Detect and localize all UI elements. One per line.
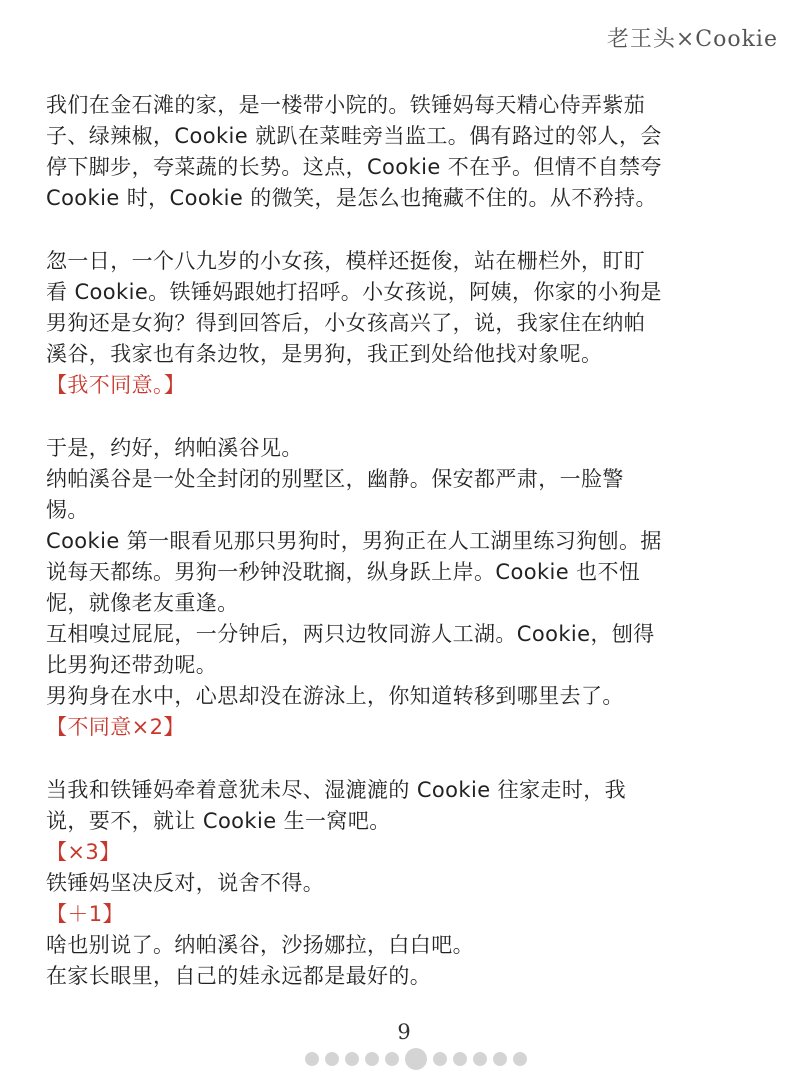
text-line: 比男狗还带劲呢。 bbox=[46, 653, 218, 677]
watermark-dots bbox=[305, 1048, 527, 1070]
watermark-dot bbox=[345, 1052, 359, 1066]
text-line: 怩，就像老友重逢。 bbox=[46, 591, 239, 615]
text-line: 溪谷，我家也有条边牧，是男狗，我正到处给他找对象呢。 bbox=[46, 342, 603, 366]
text-line: 男狗身在水中，心思却没在游泳上，你知道转移到哪里去了。 bbox=[46, 684, 624, 708]
watermark-dot bbox=[433, 1052, 447, 1066]
red-note: 【不同意×2】 bbox=[46, 715, 185, 739]
paragraph-gap bbox=[46, 743, 776, 775]
text-line: 惕。 bbox=[46, 498, 89, 522]
watermark-dot bbox=[305, 1052, 319, 1066]
watermark-dot bbox=[493, 1052, 507, 1066]
text-line: 说，要不，就让 Cookie 生一窝吧。 bbox=[46, 809, 391, 833]
watermark-dot bbox=[513, 1052, 527, 1066]
text-line: 在家长眼里，自己的娃永远都是最好的。 bbox=[46, 964, 432, 988]
watermark-dot bbox=[453, 1052, 467, 1066]
watermark-dot bbox=[365, 1052, 379, 1066]
text-line: 当我和铁锤妈牵着意犹未尽、湿漉漉的 Cookie 往家走时，我 bbox=[46, 778, 627, 802]
text-line: 互相嗅过屁屁，一分钟后，两只边牧同游人工湖。Cookie，刨得 bbox=[46, 622, 655, 646]
text-line: 纳帕溪谷是一处全封闭的别墅区，幽静。保安都严肃，一脸警 bbox=[46, 467, 624, 491]
paragraph-gap bbox=[46, 214, 776, 246]
red-note: 【＋1】 bbox=[46, 902, 124, 926]
page-header-title: 老王头×Cookie bbox=[606, 27, 778, 52]
article-body bbox=[46, 90, 776, 992]
text-line: 说每天都练。男狗一秒钟没耽搁，纵身跃上岸。Cookie 也不忸 bbox=[46, 560, 641, 584]
text-line: Cookie 时，Cookie 的微笑，是怎么也掩藏不住的。从不矜持。 bbox=[46, 186, 657, 210]
watermark-dot bbox=[385, 1052, 399, 1066]
text-line: 停下脚步，夸菜蔬的长势。这点，Cookie 不在乎。但情不自禁夸 bbox=[46, 155, 662, 179]
red-note: 【×3】 bbox=[46, 840, 121, 864]
text-line: 子、绿辣椒，Cookie 就趴在菜畦旁当监工。偶有路过的邻人，会 bbox=[46, 124, 662, 148]
text-line: Cookie 第一眼看见那只男狗时，男狗正在人工湖里练习狗刨。据 bbox=[46, 529, 662, 553]
text-line: 啥也别说了。纳帕溪谷，沙扬娜拉，白白吧。 bbox=[46, 933, 474, 957]
watermark-dot bbox=[473, 1052, 487, 1066]
text-line: 忽一日，一个八九岁的小女孩，模样还挺俊，站在栅栏外，盯盯 bbox=[46, 249, 646, 273]
watermark-dot bbox=[405, 1048, 427, 1070]
red-note: 【我不同意。】 bbox=[46, 373, 186, 397]
text-line: 男狗还是女狗？得到回答后，小女孩高兴了，说，我家住在纳帕 bbox=[46, 311, 646, 335]
watermark-dot bbox=[325, 1052, 339, 1066]
text-line: 于是，约好，纳帕溪谷见。 bbox=[46, 436, 303, 460]
text-line: 我们在金石滩的家，是一楼带小院的。铁锤妈每天精心侍弄紫茄 bbox=[46, 93, 646, 117]
text-line: 看 Cookie。铁锤妈跟她打招呼。小女孩说，阿姨，你家的小狗是 bbox=[46, 280, 662, 304]
page-number: 9 bbox=[397, 1020, 411, 1044]
text-line: 铁锤妈坚决反对，说舍不得。 bbox=[46, 871, 325, 895]
paragraph-gap bbox=[46, 401, 776, 433]
